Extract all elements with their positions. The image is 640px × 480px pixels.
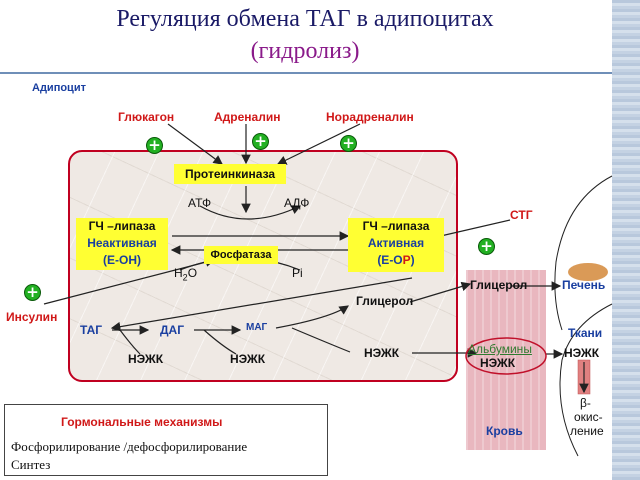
lipase-inactive-box — [76, 218, 168, 270]
lipase-inactive-state: Неактивная — [87, 236, 157, 250]
hormone-noradrenaline: Норадреналин — [326, 110, 414, 124]
water-o: О — [187, 266, 198, 280]
liver-label: Печень — [562, 278, 606, 292]
tag-label: ТАГ — [80, 323, 103, 337]
form-suffix: ) — [410, 253, 415, 267]
tag-nezhk-curve — [120, 330, 140, 354]
tissues-label: Ткани — [568, 326, 603, 340]
hormonal-mechanisms-box — [4, 404, 328, 476]
water-h: Н — [174, 266, 183, 280]
form-prefix: (Е-О — [377, 253, 403, 267]
liver-outline — [555, 176, 612, 330]
glycerol-export-arrow — [410, 284, 470, 302]
water-sub: 2 — [182, 272, 188, 283]
subtitle-text: (гидролиз) — [250, 38, 360, 64]
mag-nezhk-curve — [292, 328, 350, 352]
slide-title: Регуляция обмена ТАГ в адипоцитах — [116, 6, 494, 32]
mag-glycerol-arrow — [276, 306, 348, 328]
lipase-active-box — [348, 218, 444, 272]
blood-label: Кровь — [486, 424, 523, 438]
blood-glycerol-label: Глицерол — [470, 278, 528, 292]
plus-icon: + — [252, 133, 269, 150]
lipase-active-form — [348, 252, 444, 269]
plus-icon: + — [24, 284, 41, 301]
hormonal-box-title: Гормональные механизмы — [61, 415, 223, 429]
adipocyte-label: Адипоцит — [32, 82, 86, 94]
nezhk-label: НЭЖК — [128, 352, 164, 366]
plus-icon: + — [340, 135, 357, 152]
dag-label: ДАГ — [160, 323, 185, 337]
tissue-nezhk-label: НЭЖК — [564, 346, 600, 360]
phosphatase-box: Фосфатаза — [204, 246, 278, 264]
nezhk-label: НЭЖК — [230, 352, 266, 366]
adp-label: АДФ — [284, 196, 310, 210]
hormonal-box-line1: Фосфорилирование /дефосфорилирование — [11, 439, 248, 454]
hormonal-box-line2: Синтез — [11, 457, 51, 472]
lipase-active-state: Активная — [367, 236, 425, 250]
lipase-inactive-name: ГЧ –липаза — [88, 219, 156, 233]
beta-label: β- — [580, 396, 591, 410]
lipase-inactive-form: (Е-ОН) — [103, 253, 141, 267]
atp-label: АТФ — [188, 196, 212, 210]
hormone-stg: СТГ — [510, 208, 533, 222]
form-phosphate: Р — [402, 253, 411, 267]
protein-kinase-box: Протеинкиназа — [174, 164, 286, 184]
dag-nezhk-curve — [204, 330, 236, 354]
hormone-glucagon: Глюкагон — [118, 110, 175, 124]
glycerol-cell-label: Глицерол — [356, 294, 414, 308]
oxidation-label-1: окис- — [574, 410, 603, 424]
water-label — [174, 266, 197, 282]
phosphate-label: Pi — [292, 266, 303, 280]
lipase-active-name: ГЧ –липаза — [362, 219, 430, 233]
plus-icon: + — [146, 137, 163, 154]
hormone-adrenaline: Адреналин — [214, 110, 281, 124]
mag-label: МАГ — [246, 322, 268, 333]
blood-nezhk-label: НЭЖК — [480, 356, 516, 370]
plus-icon: + — [478, 238, 495, 255]
nezhk-label: НЭЖК — [364, 346, 400, 360]
hormone-insulin: Инсулин — [6, 310, 58, 324]
albumin-label: Альбумины — [468, 342, 532, 356]
glucagon-arrow — [168, 124, 222, 164]
oxidation-label-2: ление — [570, 424, 604, 438]
